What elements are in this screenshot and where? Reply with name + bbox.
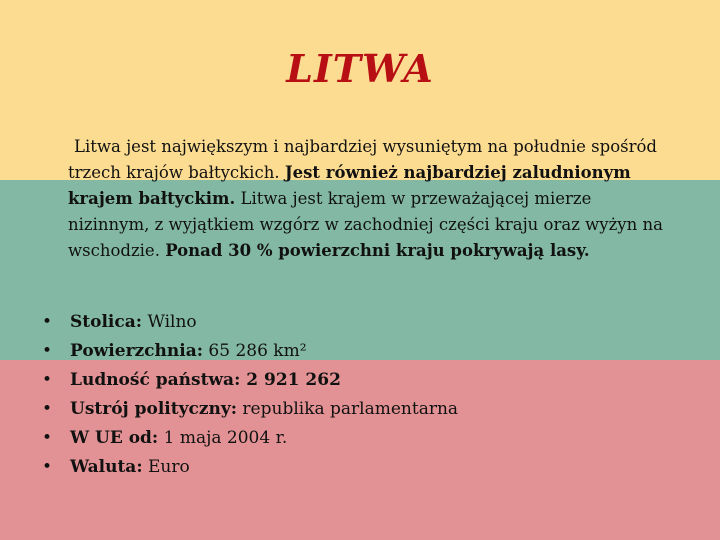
fact-label: Stolica: (70, 312, 143, 332)
fact-label: Ludność państwa: 2 921 262 (70, 370, 341, 390)
bullet-icon: • (42, 370, 53, 390)
bullet-icon: • (42, 428, 53, 448)
bullet-icon: • (42, 457, 53, 477)
intro-sentence-2: Jest również najbardziej zaludnionym krajem bałtyckim. (68, 163, 631, 208)
intro-sentence-4: Ponad 30 % powierzchni kraju pokrywają lasy. (165, 241, 590, 260)
list-item-powierzchnia (40, 337, 680, 366)
slide-title: LITWA (286, 46, 434, 91)
list-item-waluta (40, 453, 680, 482)
fact-label: Ustrój polityczny: (70, 399, 238, 419)
facts-list (40, 308, 680, 482)
fact-value: 1 maja 2004 r. (163, 428, 288, 448)
bullet-icon: • (42, 341, 53, 361)
bullet-icon: • (42, 312, 53, 332)
fact-value: republika parlamentarna (242, 399, 459, 419)
fact-label: Powierzchnia: (70, 341, 204, 361)
list-item-stolica (40, 308, 680, 337)
fact-label: W UE od: (70, 428, 159, 448)
list-item-ludnosc (40, 366, 680, 395)
intro-sentence-3: Litwa jest krajem w przeważającej mierze nizinnym, z wyjątkiem wzgórz w zachodniej części kraju oraz wyżyn na wschodzie. (68, 189, 663, 260)
list-item-ue (40, 424, 680, 453)
fact-label: Waluta: (70, 457, 143, 477)
list-item-ustroj (40, 395, 680, 424)
fact-value: Euro (148, 457, 190, 477)
intro-sentence-1: Litwa jest największym i najbardziej wysuniętym na południe spośród trzech krajów bałtyckich. (68, 137, 657, 182)
fact-value: Wilno (147, 312, 197, 332)
fact-value: 65 286 km² (208, 341, 307, 361)
intro-paragraph (68, 134, 668, 264)
bullet-icon: • (42, 399, 53, 419)
